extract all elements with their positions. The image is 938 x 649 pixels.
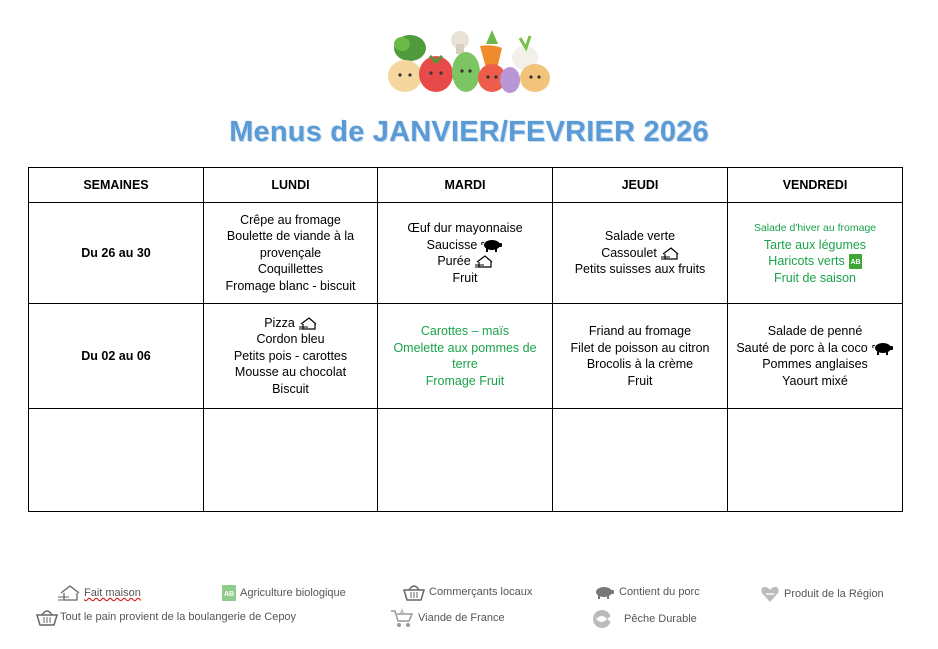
house-icon	[299, 317, 317, 330]
svg-text:AB: AB	[223, 591, 235, 598]
empty-cell	[728, 409, 903, 512]
dish: Purée	[437, 254, 471, 268]
empty-cell	[204, 409, 378, 512]
dish: Cassoulet	[601, 245, 657, 260]
empty-cell	[378, 409, 553, 512]
legend-porc: Contient du porc	[593, 585, 700, 599]
ab-bio-icon	[222, 585, 236, 601]
dish: Brocolis à la crème	[586, 357, 694, 371]
menu-cell-lundi	[204, 203, 378, 304]
dish: Mousse au chocolat	[234, 365, 347, 380]
legend-fait-maison: Fait maison	[58, 585, 141, 601]
dish: Yaourt mixé	[782, 373, 848, 388]
fish-icon	[592, 609, 614, 629]
empty-cell	[553, 409, 728, 512]
dish: Crêpe au fromage	[240, 212, 341, 227]
dish: Friand au fromage	[588, 324, 692, 338]
dish: Biscuit	[272, 381, 309, 396]
dish: Saucisse	[426, 237, 478, 252]
dish: Petits suisses aux fruits	[574, 262, 706, 277]
dish: Fruit	[452, 270, 478, 285]
header-vendredi: VENDREDI	[728, 168, 903, 203]
pig-icon	[872, 341, 894, 355]
header-lundi: LUNDI	[204, 168, 378, 203]
dish: Fruit de saison	[774, 270, 856, 285]
menu-cell-jeudi	[553, 203, 728, 304]
dish: Tarte aux légumes	[763, 237, 867, 252]
week-label: Du 02 au 06	[29, 304, 204, 409]
vegetables-illustration	[380, 18, 555, 96]
dish: Filet de poisson au citron	[570, 340, 710, 355]
legend-bio: AB Agriculture biologique	[222, 585, 346, 601]
menu-cell-mardi	[378, 304, 553, 409]
dish: Haricots verts	[768, 254, 845, 268]
dish: Salade d'hiver au fromage	[753, 222, 877, 234]
dish: Petits pois - carottes	[233, 348, 348, 363]
legend-viande: Viande de France	[390, 608, 505, 628]
dish: Œuf dur mayonnaise	[407, 221, 523, 235]
page-title: Menus de JANVIER/FEVRIER 2026	[229, 116, 709, 148]
ab-bio-icon	[849, 254, 862, 269]
header-mardi: MARDI	[378, 168, 553, 203]
menu-cell-lundi	[204, 304, 378, 409]
dish: Pizza	[264, 315, 295, 330]
header-row	[29, 168, 903, 203]
dish: Pommes anglaises	[762, 357, 868, 371]
header-jeudi: JEUDI	[553, 168, 728, 203]
basket-icon	[403, 583, 425, 601]
dish: Sauté de porc à la coco	[736, 340, 868, 355]
legend-pain: Tout le pain provient de la boulangerie de Cepoy	[36, 608, 296, 626]
dish: Cordon bleu	[256, 332, 325, 347]
empty-cell	[29, 409, 204, 512]
legend-region: Produit de la Région	[760, 585, 884, 603]
week-label: Du 26 au 30	[29, 203, 204, 304]
menu-cell-jeudi	[553, 304, 728, 409]
dish: Fromage Fruit	[425, 373, 505, 388]
menu-cell-vendredi	[728, 304, 903, 409]
menu-cell-vendredi	[728, 203, 903, 304]
house-icon	[661, 247, 679, 260]
house-icon	[475, 255, 493, 268]
dish: Fruit	[627, 373, 653, 388]
legend-commercants: Commerçants locaux	[403, 583, 532, 601]
header-semaines: SEMAINES	[29, 168, 204, 203]
dish: Carottes – maïs	[420, 324, 510, 338]
dish: Coquillettes	[257, 262, 324, 277]
pig-icon	[593, 585, 615, 599]
basket-icon	[36, 608, 58, 626]
dish: Salade verte	[604, 229, 676, 244]
table-row-empty	[29, 409, 903, 512]
cart-icon	[390, 608, 414, 628]
legend-peche: Pêche Durable	[592, 609, 697, 629]
heart-region-icon	[760, 585, 780, 603]
dish: Fromage blanc - biscuit	[225, 278, 356, 293]
house-icon	[58, 585, 80, 601]
dish: Omelette aux pommes de terre	[393, 340, 537, 371]
table-row	[29, 203, 903, 304]
pig-icon	[481, 238, 503, 252]
dish: Salade de penné	[767, 324, 863, 338]
dish: Boulette de viande à la provençale	[226, 229, 355, 260]
menu-table	[28, 167, 903, 512]
menu-cell-mardi	[378, 203, 553, 304]
svg-text:AB: AB	[850, 259, 861, 267]
table-row	[29, 304, 903, 409]
